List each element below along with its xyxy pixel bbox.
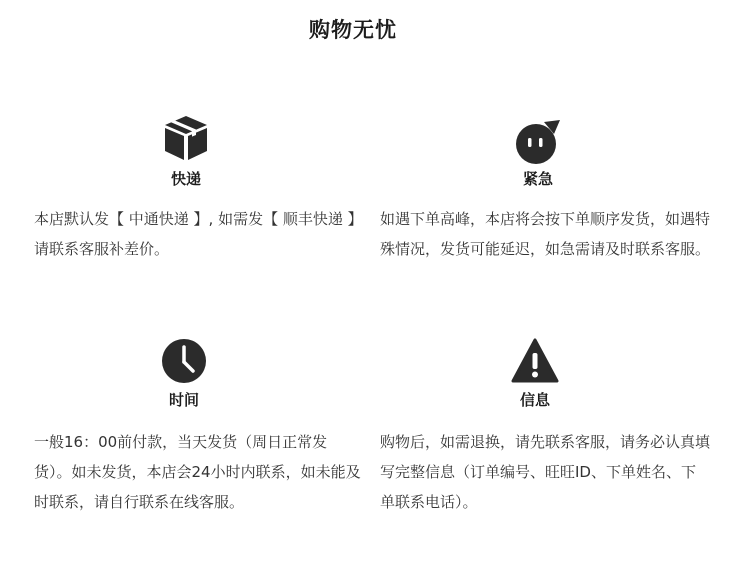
section-heading: 时间 — [168, 391, 199, 409]
urgent-face-icon — [514, 118, 562, 166]
section-heading: 信息 — [519, 391, 550, 409]
warning-icon — [511, 337, 559, 385]
clock-icon — [160, 337, 208, 385]
section-body: 购物后，如需退换，请先联系客服，请务必认真填写完整信息（订单编号、旺旺ID、下单姓名、下单联系电话）。 — [380, 433, 711, 511]
section-heading: 快递 — [170, 170, 201, 188]
section-heading: 紧急 — [522, 170, 553, 188]
page-title: 购物无忧 — [309, 18, 397, 42]
section-body: 一般16：00前付款，当天发货（周日正常发货）。如未发货，本店会24小时内联系，如未能及时联系，请自行联系在线客服。 — [34, 433, 361, 511]
section-body: 如遇下单高峰，本店将会按下单顺序发货，如遇特殊情况，发货可能延迟，如急需请及时联系客服。 — [380, 210, 711, 258]
section-body: 本店默认发【 中通快递 】, 如需发【 顺丰快递 】请联系客服补差价。 — [34, 210, 363, 258]
box-icon — [162, 114, 210, 162]
